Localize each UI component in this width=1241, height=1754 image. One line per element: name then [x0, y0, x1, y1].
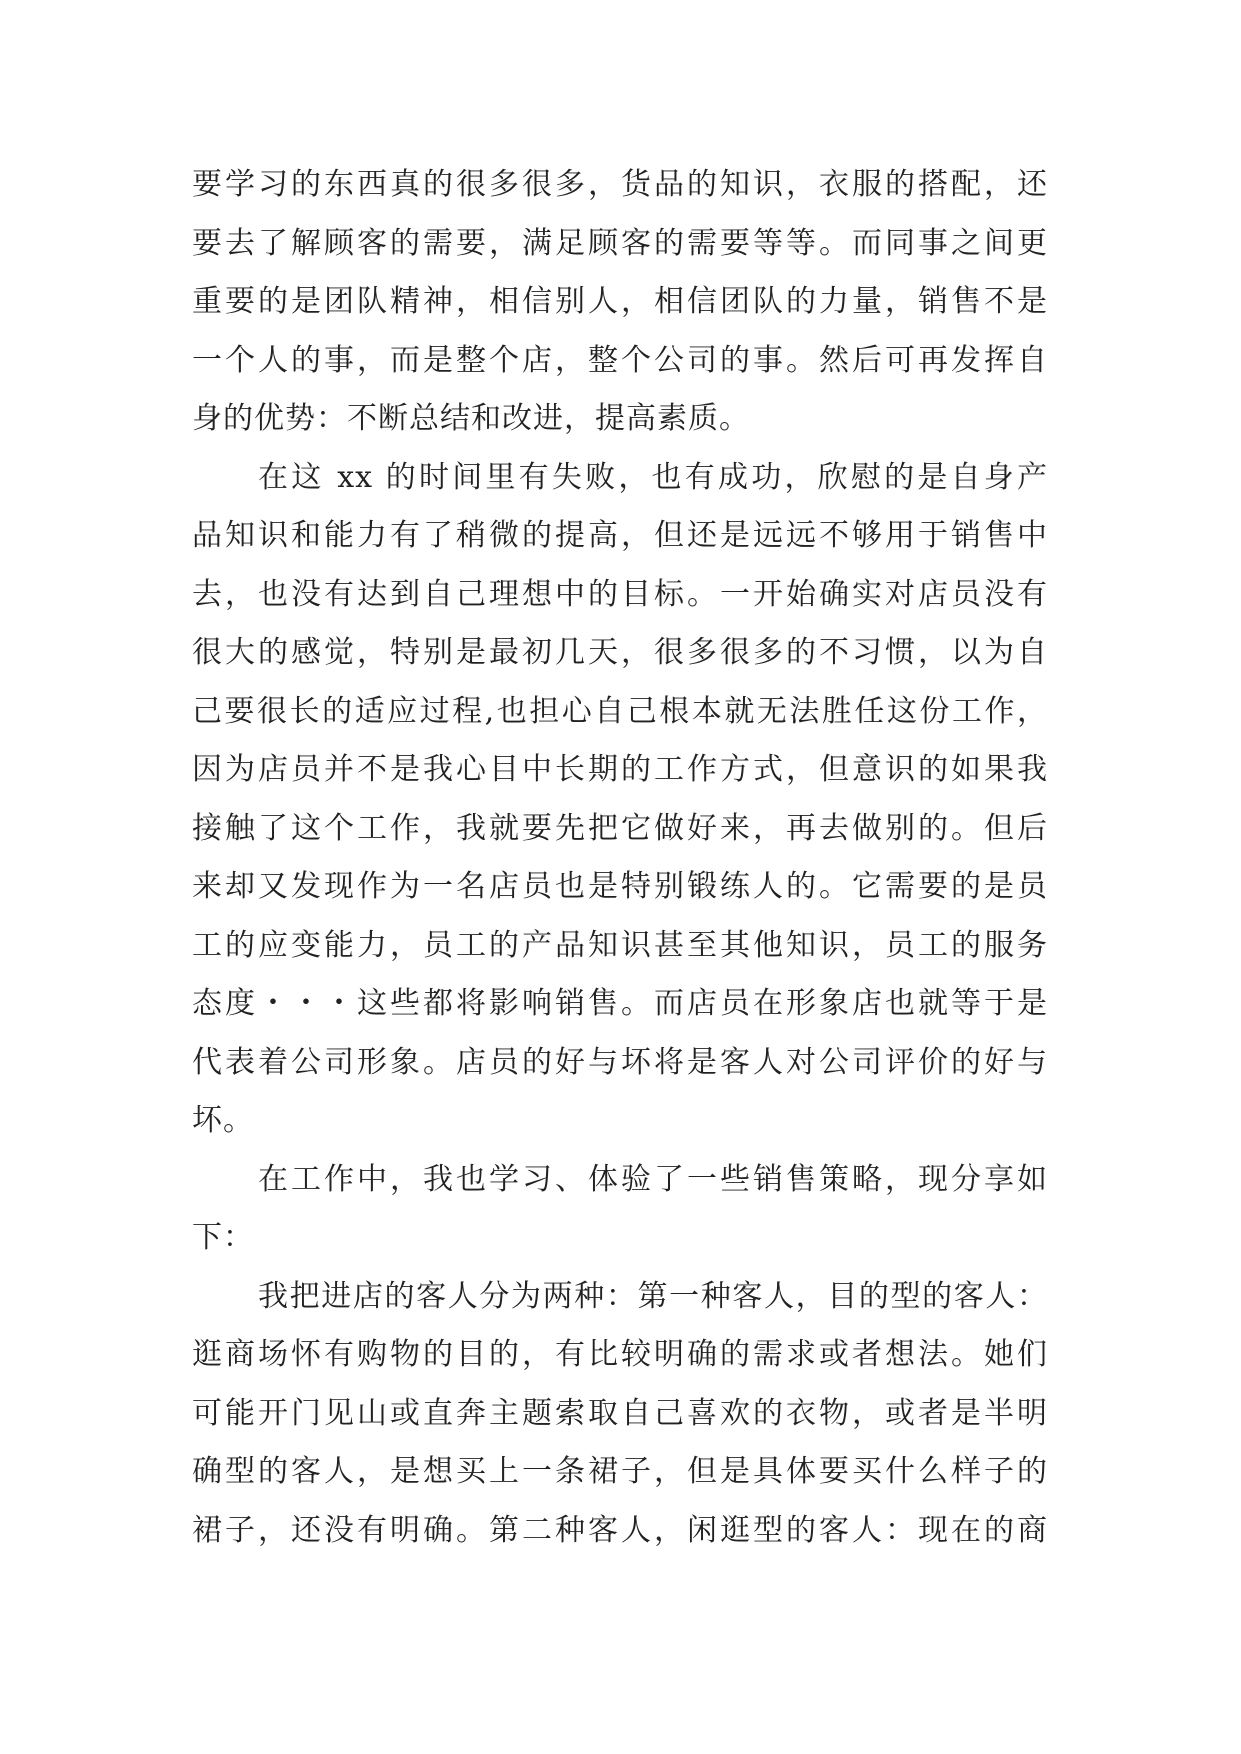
text-line: 逛商场怀有购物的目的，有比较明确的需求或者想法。她们 [192, 1337, 1048, 1372]
text-line: 态度・・・这些都将影响销售。而店员在形象店也就等于是 [192, 986, 1048, 1021]
text-line: 确型的客人，是想买上一条裙子，但是具体要买什么样子的 [192, 1454, 1048, 1489]
text-line: 一个人的事，而是整个店，整个公司的事。然后可再发挥自 [192, 342, 1048, 378]
text-line: 要学习的东西真的很多很多，货品的知识，衣服的搭配，还 [192, 167, 1048, 202]
paragraph-start-line: 在这 xx 的时间里有失败，也有成功，欣慰的是自身产 [258, 459, 1048, 495]
text-line: 可能开门见山或直奔主题索取自己喜欢的衣物，或者是半明 [192, 1395, 1048, 1431]
text-line: 工的应变能力，员工的产品知识甚至其他知识，员工的服务 [192, 927, 1048, 963]
text-line: 下： [192, 1220, 254, 1255]
text-line: 己要很长的适应过程,也担心自己根本就无法胜任这份工作， [192, 693, 1048, 729]
text-line: 代表着公司形象。店员的好与坏将是客人对公司评价的好与 [192, 1044, 1048, 1080]
text-line: 去，也没有达到自己理想中的目标。一开始确实对店员没有 [192, 576, 1048, 612]
paragraph-start-line: 我把进店的客人分为两种：第一种客人，目的型的客人： [258, 1278, 1048, 1314]
text-line: 接触了这个工作，我就要先把它做好来，再去做别的。但后 [192, 810, 1048, 846]
text-line: 来却又发现作为一名店员也是特别锻练人的。它需要的是员 [192, 869, 1048, 904]
paragraph-start-line: 在工作中，我也学习、体验了一些销售策略，现分享如 [258, 1161, 1048, 1197]
text-line: 因为店员并不是我心目中长期的工作方式，但意识的如果我 [192, 752, 1048, 787]
text-line: 身的优势：不断总结和改进，提高素质。 [192, 401, 750, 436]
text-line: 要去了解顾客的需要，满足顾客的需要等等。而同事之间更 [192, 225, 1048, 261]
text-line: 重要的是团队精神，相信别人，相信团队的力量，销售不是 [192, 284, 1048, 319]
body-text [192, 156, 1048, 1560]
text-line: 很大的感觉，特别是最初几天，很多很多的不习惯，以为自 [192, 635, 1048, 670]
text-line: 品知识和能力有了稍微的提高，但还是远远不够用于销售中 [192, 518, 1048, 553]
text-line: 坏。 [192, 1103, 254, 1138]
text-line: 裙子，还没有明确。第二种客人，闲逛型的客人：现在的商 [192, 1512, 1048, 1548]
